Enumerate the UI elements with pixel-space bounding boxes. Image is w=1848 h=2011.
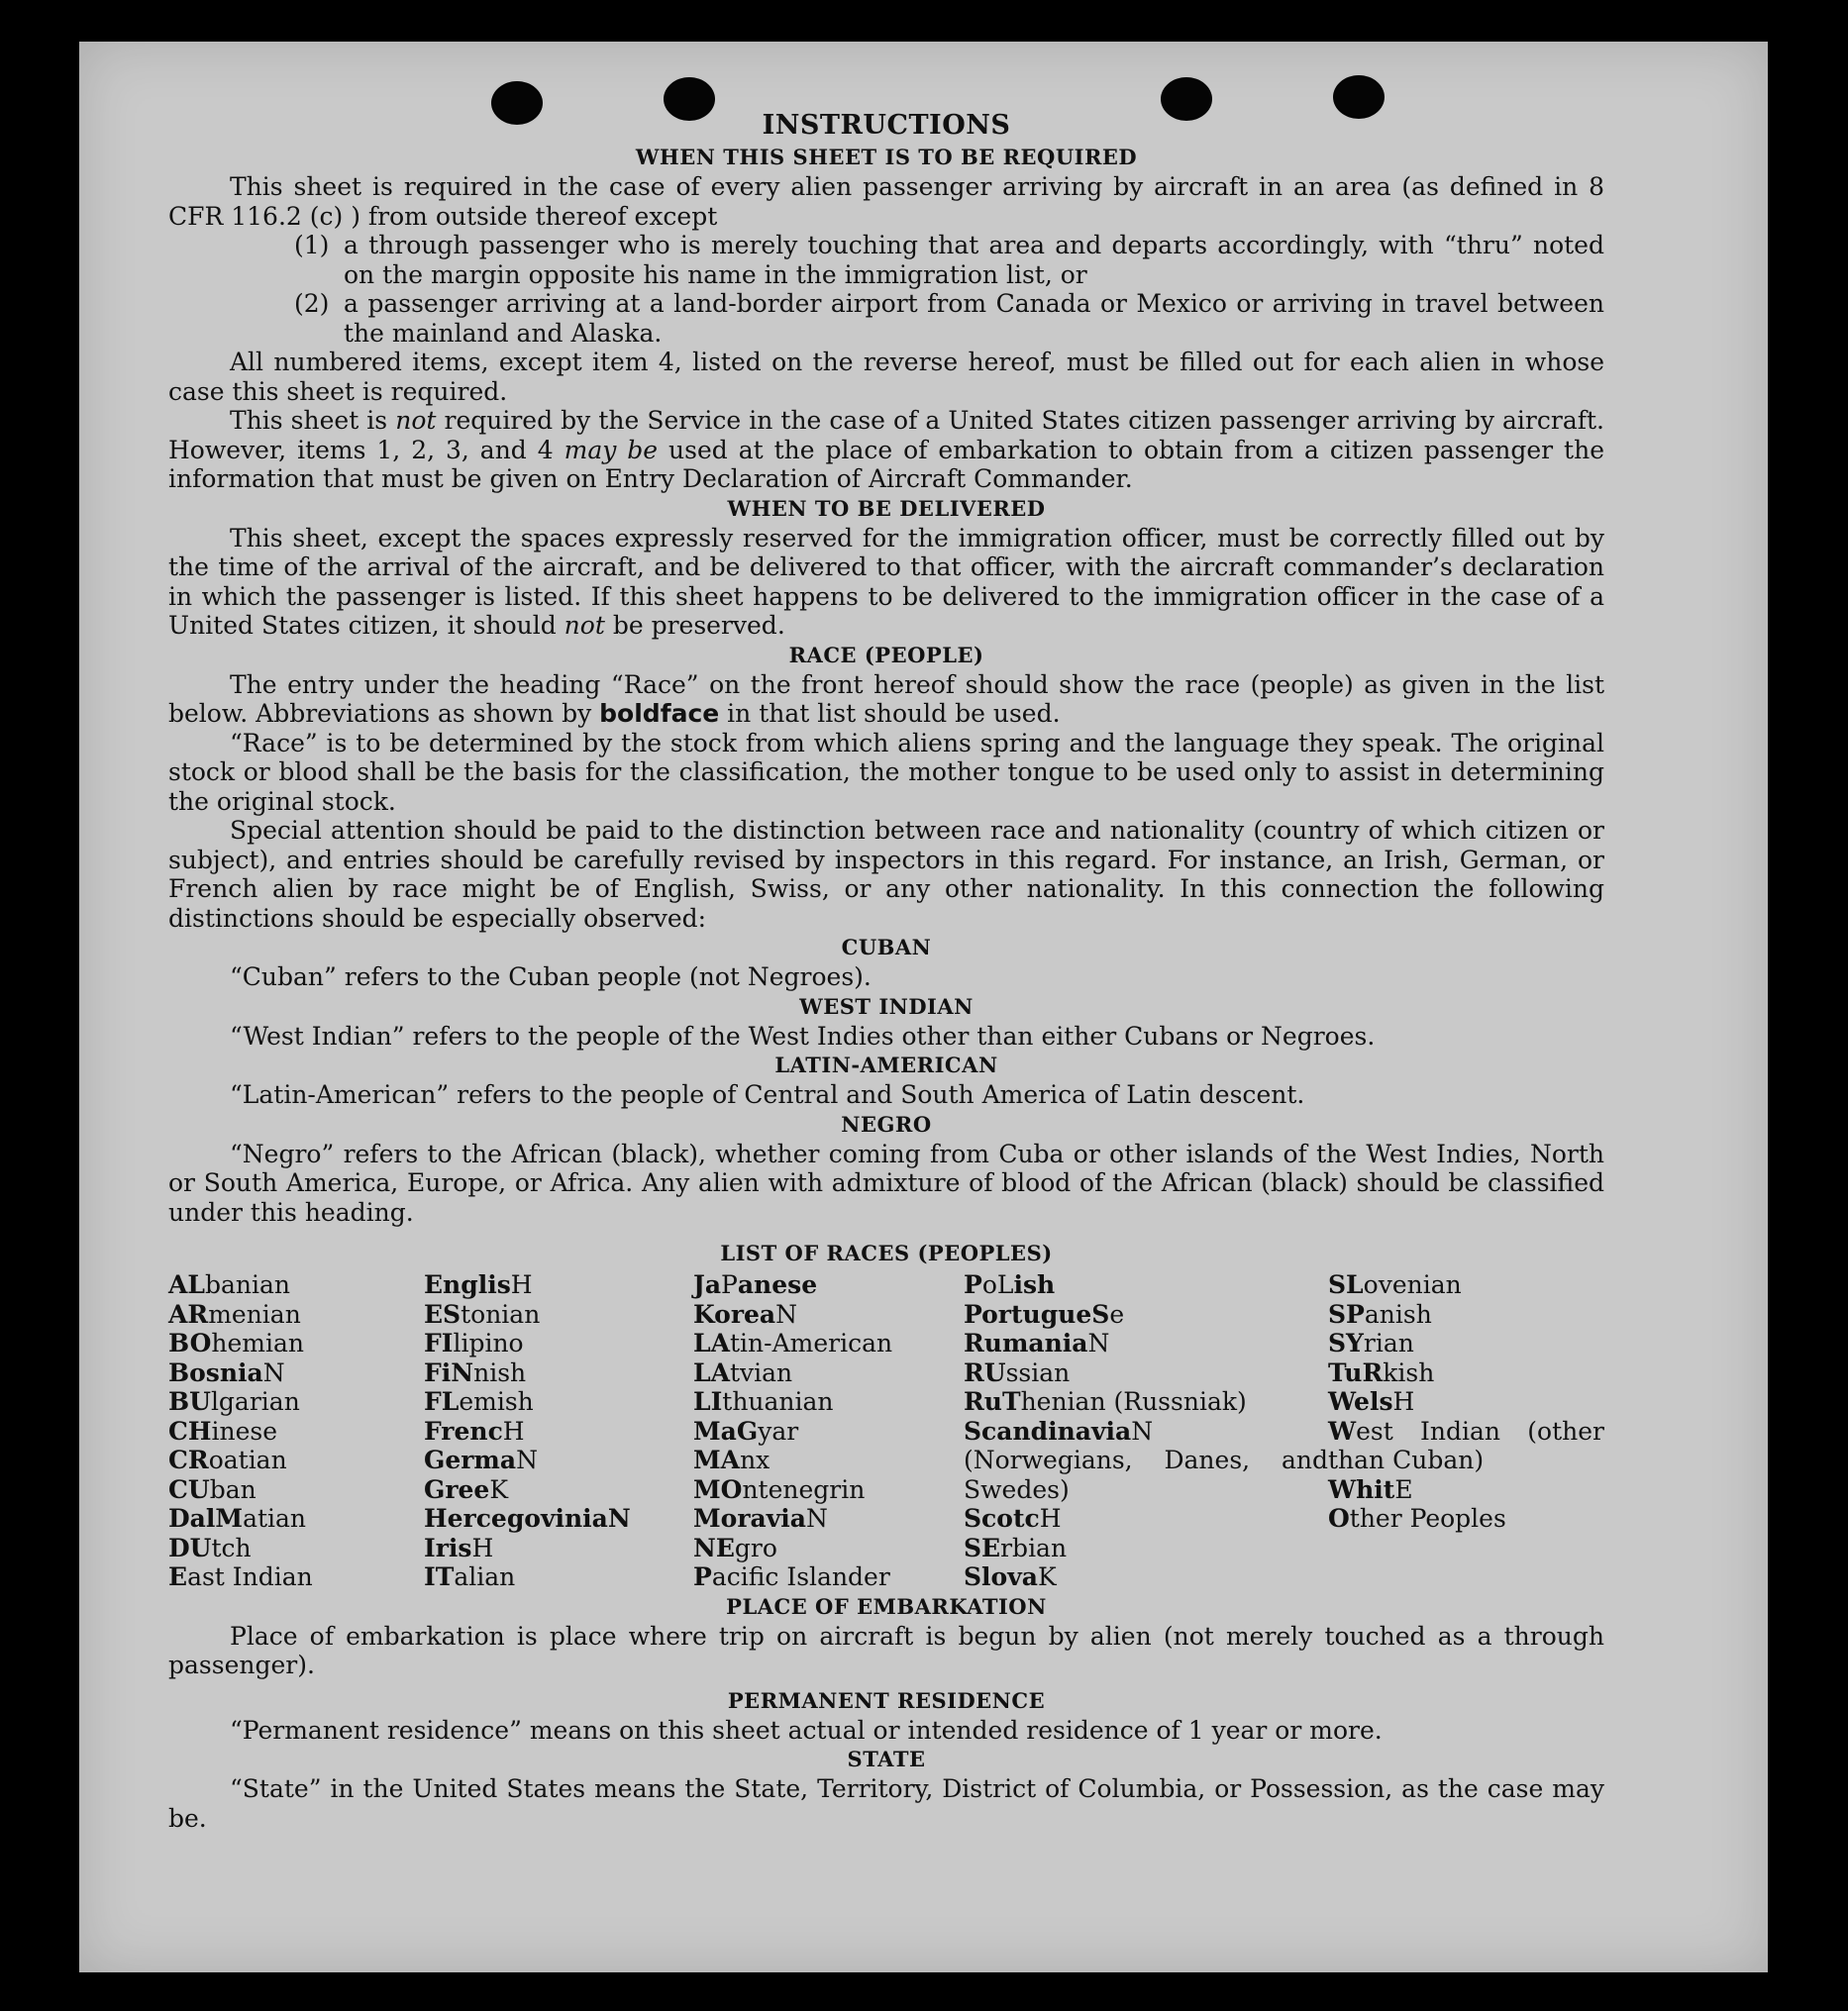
race-name-part: E [1394,1474,1413,1504]
race-abbrev-part: AL [168,1270,205,1299]
race-column-5 [1328,1270,1604,1592]
race-abbrev-part: ish [1013,1270,1056,1299]
required-paragraph-3 [168,406,1604,494]
race-paragraph-2: “Race” is to be determined by the stock from which aliens spring and the language they speak. The original stock or blood shall be the basis for the classification, the mother tongue to be used only to assist in determining the original stock. [168,728,1604,816]
race-name-part: H [502,1416,525,1446]
race-abbrev-part: DalM [168,1504,244,1533]
race-entry [168,1534,424,1563]
race-abbrev-part: P [693,1562,712,1591]
heading-cuban: CUBAN [841,935,932,959]
race-abbrev-part: SL [1328,1270,1364,1299]
race-name-part: P [721,1270,738,1299]
text-run: in that list should be used. [719,699,1061,728]
race-name-part: e [1109,1299,1125,1329]
race-name-part: K [489,1474,509,1504]
race-name-part: N [1087,1329,1110,1357]
race-abbrev-part: MO [693,1474,743,1504]
race-column-2 [424,1270,693,1592]
text-run: This sheet, except the spaces expressly reserved for the immigration officer, must be correctly filled out by the time of the arrival of the aircraft, and be delivered to that officer, with the aircraft commander’s declaration in which the passenger is listed. If this sheet happens to be delivered to the immigration officer in the case of a United States citizen, it should [168,523,1604,640]
race-name-part: nx [740,1446,770,1474]
race-entry [693,1300,964,1330]
race-abbrev-part: Ja [693,1270,722,1299]
race-entry [1328,1475,1604,1505]
race-column-4 [964,1270,1328,1592]
latin-american-text: “Latin-American” refers to the people of Central and South America of Latin descent. [230,1080,1305,1109]
race-abbrev-part: Rumania [964,1329,1088,1357]
race-entry [964,1387,1328,1417]
race-name-part: atian [243,1504,307,1533]
race-abbrev-part: P [964,1270,982,1299]
race-name-part: ntenegrin [742,1474,866,1504]
race-name-part: H [510,1270,533,1299]
race-abbrev-part: LA [693,1329,730,1357]
race-entry [964,1300,1328,1330]
race-abbrev-part: ES [424,1299,462,1329]
page-title: INSTRUCTIONS [762,110,1011,141]
race-abbrev-part: Korea [693,1299,776,1329]
required-intro: This sheet is required in the case of every alien passenger arriving by aircraft in an area (as defined in 8 CFR 116.2 (c) ) from outside thereof except [168,172,1604,231]
heading-latin-american: LATIN-AMERICAN [774,1053,998,1077]
text-run: be preserved. [604,611,785,640]
race-name-part: ssian [1005,1357,1071,1387]
race-name-part: lgarian [210,1387,300,1416]
text-run: The entry under the heading “Race” on the front hereof should show the race (people) as given in the list below. Abbreviations as shown by [168,669,1604,728]
race-abbrev-part: W [1328,1416,1357,1446]
race-abbrev-part: SY [1328,1329,1364,1357]
race-name-part: N [262,1357,285,1387]
heading-permanent-residence: PERMANENT RESIDENCE [727,1687,1046,1713]
race-entry [424,1534,693,1563]
race-abbrev-part: RU [964,1357,1006,1387]
race-entry [693,1446,964,1475]
race-abbrev-part: BU [168,1387,211,1416]
race-abbrev-part: CU [168,1474,210,1504]
race-name-part: ovenian [1363,1270,1462,1299]
race-name-part: tch [211,1533,252,1562]
race-name-part: N (Norwegians, Danes, and Swedes) [964,1416,1328,1504]
heading-state: STATE [847,1747,926,1771]
race-name-part: yar [758,1416,799,1446]
race-abbrev-part: Slova [964,1562,1038,1591]
race-name-part: banian [204,1270,290,1299]
heading-place-of-embarkation: PLACE OF EMBARKATION [726,1593,1047,1619]
race-entry [424,1475,693,1505]
text-run: required by the Service in the case of a United States citizen passenger arriving by aircraft. However, items 1, 2, 3, and 4 [168,406,1604,464]
exception-number: (2) [294,289,330,318]
race-entry [168,1417,424,1447]
race-abbrev-part: LI [693,1387,723,1416]
race-paragraph-3: Special attention should be paid to the distinction between race and nationality (country of which citizen or subject), and entries should be carefully revised by inspectors in this regard. For instance, an Irish, German, or French alien by race might be of English, Swiss, or any other nationality. In this connection the following distinctions should be especially observed: [168,816,1604,933]
race-entry [1328,1504,1604,1534]
race-abbrev-part: NE [693,1533,735,1562]
race-entry [693,1475,964,1505]
race-name-part: H [471,1533,494,1562]
race-entry [964,1534,1328,1563]
race-abbrev-part: RuT [964,1387,1021,1416]
race-entry [424,1446,693,1475]
exception-text: a through passenger who is merely touching that area and departs accordingly, with “thru” noted on the margin opposite his name in the immigration list, or [344,231,1604,289]
italic-run: not [564,611,605,640]
race-name-part: N [775,1299,798,1329]
exception-item-1 [168,231,1604,289]
race-entry [964,1329,1328,1358]
residence-text: “Permanent residence” means on this sheet actual or intended residence of 1 year or more. [230,1715,1383,1745]
race-abbrev-part: Moravia [693,1504,806,1533]
race-abbrev-part: FL [424,1387,460,1416]
race-abbrev-part: Wels [1328,1387,1393,1416]
race-entry [1328,1387,1604,1417]
text-run: This sheet is [230,406,396,435]
race-entry [1328,1329,1604,1358]
race-entry [964,1270,1328,1300]
race-abbrev-part: FiN [424,1357,474,1387]
race-name-part: acific Islander [711,1562,890,1591]
heading-negro: NEGRO [841,1111,932,1137]
embarkation-text: Place of embarkation is place where trip on aircraft is begun by alien (not merely touched as a through passenger). [168,1621,1604,1679]
race-name-part: est Indian (other than Cuban) [1328,1416,1604,1474]
race-entry [424,1329,693,1358]
race-entry [424,1387,693,1417]
race-entry [424,1417,693,1447]
race-entry [964,1358,1328,1388]
text-run: used at the place of embarkation to obtain from a citizen passenger the information that must be given on Entry Declaration of Aircraft Commander. [168,435,1604,493]
race-abbrev-part: Scotc [964,1504,1040,1533]
race-abbrev-part: Whit [1328,1474,1395,1504]
race-abbrev-part: Englis [424,1270,511,1299]
race-abbrev-part: Bosnia [168,1357,263,1387]
race-abbrev-part: Scandinavia [964,1416,1132,1446]
race-column-1 [168,1270,424,1592]
race-abbrev-part: SE [964,1533,1001,1562]
race-name-part: tonian [461,1299,541,1329]
race-entry [168,1475,424,1505]
race-abbrev-part: HercegoviniaN [424,1504,631,1533]
document-sheet [79,42,1768,1972]
instructions-content [168,109,1604,1833]
heading-list-of-races: LIST OF RACES (PEOPLES) [720,1241,1053,1265]
race-name-part: nish [473,1357,527,1387]
race-abbrev-part: FI [424,1329,454,1357]
cuban-text: “Cuban” refers to the Cuban people (not Negroes). [230,962,872,991]
race-name-part: gro [734,1533,777,1562]
race-abbrev-part: PortugueS [964,1299,1110,1329]
race-abbrev-part: O [1328,1504,1350,1533]
race-entry [693,1534,964,1563]
race-entry [424,1300,693,1330]
race-entry [693,1358,964,1388]
race-name-part: oatian [208,1446,287,1474]
exception-text: a passenger arriving at a land-border airport from Canada or Mexico or arriving in travel between the mainland and Alaska. [344,289,1604,348]
race-entry [964,1504,1328,1534]
race-name-part: thuanian [722,1387,834,1416]
west-indian-text: “West Indian” refers to the people of the West Indies other than either Cubans or Negroes. [230,1021,1376,1051]
race-name-part: kish [1383,1357,1435,1387]
race-name-part: oL [981,1270,1014,1299]
race-entry [168,1358,424,1388]
race-name-part: tvian [729,1357,793,1387]
race-entry [168,1300,424,1330]
race-name-part: henian (Russniak) [1020,1387,1247,1416]
race-name-part: rian [1363,1329,1414,1357]
race-name-part: ast Indian [187,1562,313,1591]
exception-number: (1) [294,231,330,259]
race-entry [424,1504,693,1534]
race-entry [168,1387,424,1417]
race-abbrev-part: LA [693,1357,730,1387]
race-name-part: inese [211,1416,278,1446]
delivered-paragraph [168,524,1604,641]
heading-when-required: WHEN THIS SHEET IS TO BE REQUIRED [635,145,1138,169]
race-name-part: K [1037,1562,1057,1591]
race-name-part: alian [454,1562,516,1591]
race-abbrev-part: CH [168,1416,212,1446]
negro-text: “Negro” refers to the African (black), whether coming from Cuba or other islands of the West Indies, North or South America, Europe, or Africa. Any alien with admixture of blood of the African (black) should be classified under this heading. [168,1139,1604,1227]
heading-race: RACE (PEOPLE) [788,642,984,667]
race-abbrev-part: CR [168,1446,209,1474]
race-name-part: anish [1364,1299,1432,1329]
race-name-part: rbian [1000,1533,1068,1562]
race-entry [1328,1270,1604,1300]
bold-run: boldface [599,699,720,728]
race-entry [693,1562,964,1592]
race-abbrev-part: MaG [693,1416,759,1446]
race-name-part: hemian [211,1329,304,1357]
race-paragraph-1 [168,670,1604,729]
race-abbrev-part: SP [1328,1299,1365,1329]
race-entry [964,1562,1328,1592]
race-abbrev-part: Gree [424,1474,490,1504]
race-abbrev-part: TuR [1328,1357,1384,1387]
race-entry [693,1329,964,1358]
italic-run: not [395,406,437,435]
heading-west-indian: WEST INDIAN [799,993,974,1019]
race-abbrev-part: Germa [424,1446,517,1474]
race-entry [1328,1417,1604,1475]
race-list [168,1270,1604,1592]
race-abbrev-part: MA [693,1446,741,1474]
race-name-part: N [516,1446,538,1474]
race-entry [424,1562,693,1592]
race-entry [693,1417,964,1447]
heading-when-delivered: WHEN TO BE DELIVERED [727,495,1046,521]
race-entry [424,1270,693,1300]
race-entry [1328,1300,1604,1330]
required-paragraph-2: All numbered items, except item 4, listed on the reverse hereof, must be filled out for each alien in whose case this sheet is required. [168,348,1604,406]
race-abbrev-part: AR [168,1299,209,1329]
race-name-part: lipino [453,1329,524,1357]
race-entry [693,1387,964,1417]
race-entry [168,1446,424,1475]
state-text: “State” in the United States means the State, Territory, District of Columbia, or Possession, as the case may be. [168,1774,1604,1833]
race-entry [168,1562,424,1592]
race-name-part: H [1392,1387,1415,1416]
race-name-part: ban [209,1474,257,1504]
italic-run: may be [564,435,659,464]
race-abbrev-part: IT [424,1562,455,1591]
race-abbrev-part: DU [168,1533,212,1562]
race-entry [1328,1358,1604,1388]
race-name-part: N [805,1504,828,1533]
race-abbrev-part: Iris [424,1533,472,1562]
race-entry [168,1504,424,1534]
race-abbrev-part: BO [168,1329,212,1357]
race-entry [168,1270,424,1300]
race-column-3 [693,1270,964,1592]
race-entry [964,1417,1328,1505]
race-name-part: tin-American [729,1329,893,1357]
race-name-part: menian [208,1299,301,1329]
race-entry [168,1329,424,1358]
race-name-part: H [1039,1504,1062,1533]
race-name-part: emish [459,1387,534,1416]
exception-item-2 [168,289,1604,348]
race-abbrev-part: anese [737,1270,818,1299]
race-abbrev-part: E [168,1562,188,1591]
race-entry [424,1358,693,1388]
race-name-part: ther Peoples [1349,1504,1506,1533]
race-entry [693,1504,964,1534]
race-abbrev-part: Frenc [424,1416,503,1446]
race-entry [693,1270,964,1300]
